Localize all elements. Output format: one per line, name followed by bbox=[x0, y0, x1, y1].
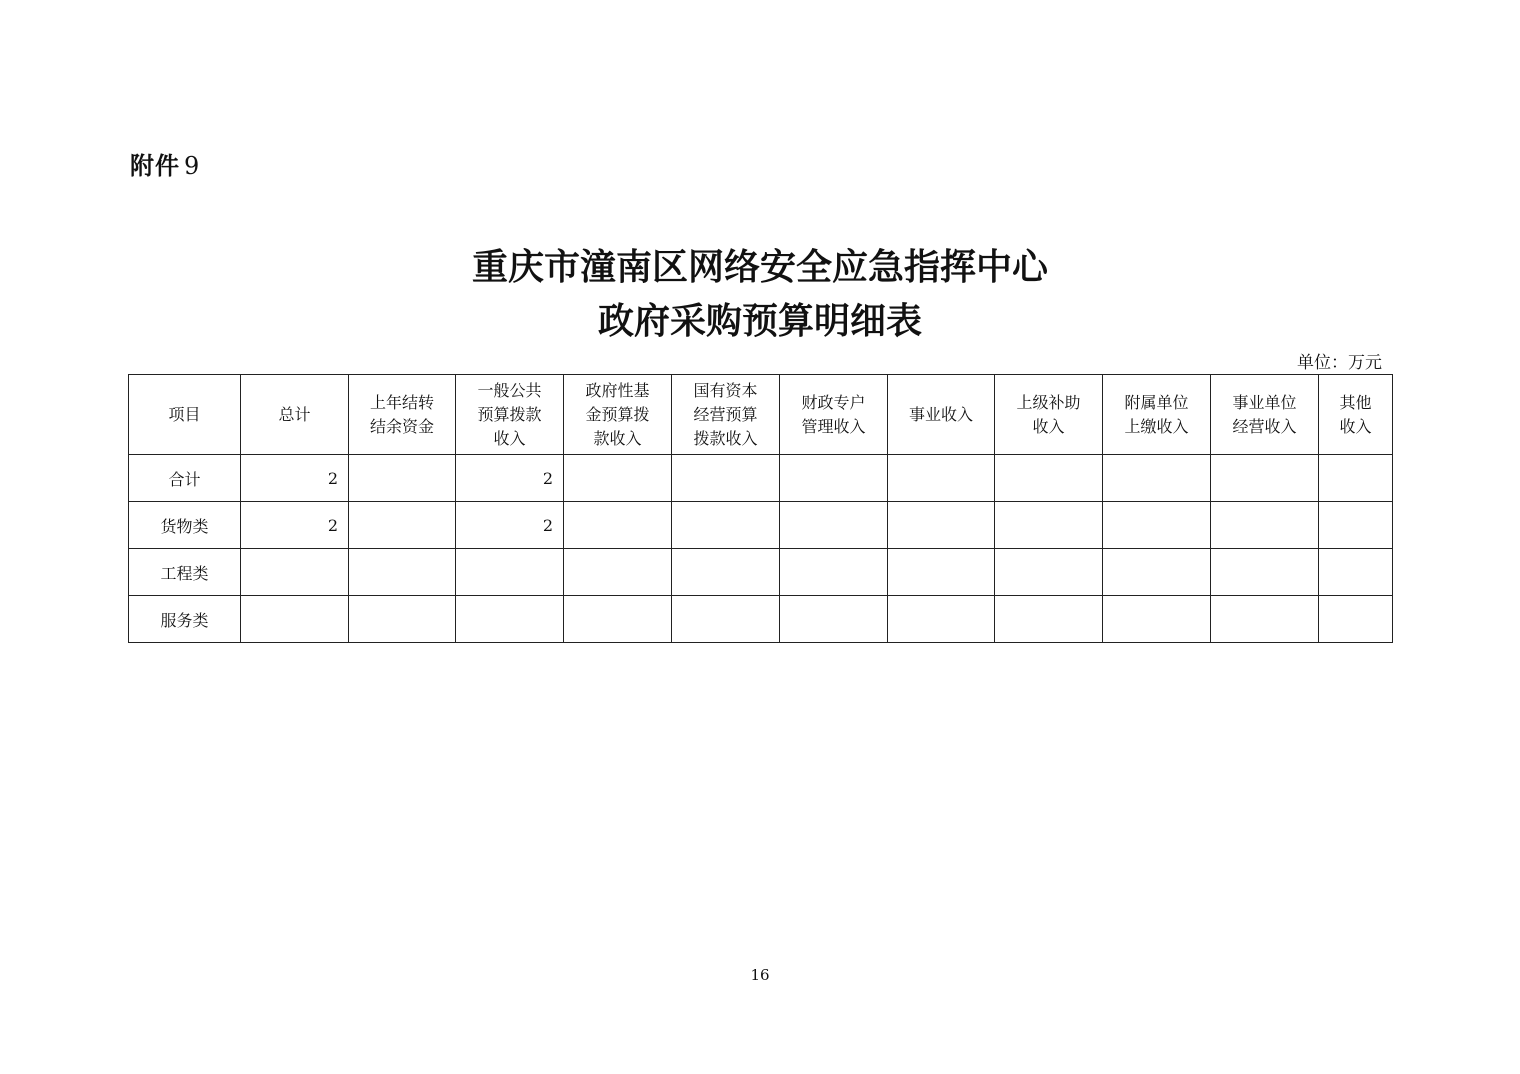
attachment-number: 9 bbox=[184, 152, 201, 180]
cell-general-public: 2 bbox=[456, 502, 564, 549]
header-government-fund-budget: 政府性基 金预算拨 款收入 bbox=[564, 375, 672, 455]
cell-general-public bbox=[456, 596, 564, 643]
cell-state-capital bbox=[672, 549, 780, 596]
cell-superior-subsidy bbox=[995, 502, 1103, 549]
cell-public-institution bbox=[1211, 455, 1319, 502]
header-state-capital-budget: 国有资本 经营预算 拨款收入 bbox=[672, 375, 780, 455]
cell-affiliated-unit bbox=[1103, 549, 1211, 596]
cell-other bbox=[1319, 549, 1393, 596]
cell-public-institution bbox=[1211, 596, 1319, 643]
cell-carryover bbox=[349, 455, 456, 502]
cell-business-income bbox=[888, 549, 995, 596]
cell-state-capital bbox=[672, 502, 780, 549]
cell-superior-subsidy bbox=[995, 549, 1103, 596]
cell-public-institution bbox=[1211, 549, 1319, 596]
cell-state-capital bbox=[672, 596, 780, 643]
cell-fiscal-special bbox=[780, 596, 888, 643]
cell-carryover bbox=[349, 549, 456, 596]
cell-government-fund bbox=[564, 596, 672, 643]
header-total: 总计 bbox=[241, 375, 349, 455]
row-label: 合计 bbox=[129, 455, 241, 502]
cell-fiscal-special bbox=[780, 502, 888, 549]
header-carryover-funds: 上年结转 结余资金 bbox=[349, 375, 456, 455]
header-general-public-budget: 一般公共 预算拨款 收入 bbox=[456, 375, 564, 455]
cell-general-public: 2 bbox=[456, 455, 564, 502]
cell-total: 2 bbox=[241, 455, 349, 502]
cell-business-income bbox=[888, 596, 995, 643]
cell-affiliated-unit bbox=[1103, 596, 1211, 643]
cell-other bbox=[1319, 455, 1393, 502]
cell-other bbox=[1319, 502, 1393, 549]
attachment-text: 附件 bbox=[130, 152, 180, 180]
document-title-line-2: 政府采购预算明细表 bbox=[597, 300, 922, 342]
cell-affiliated-unit bbox=[1103, 502, 1211, 549]
row-label: 工程类 bbox=[129, 549, 241, 596]
document-title-line-1: 重庆市潼南区网络安全应急指挥中心 bbox=[471, 246, 1048, 288]
cell-superior-subsidy bbox=[995, 596, 1103, 643]
header-fiscal-special-account: 财政专户 管理收入 bbox=[780, 375, 888, 455]
header-affiliated-unit-income: 附属单位 上缴收入 bbox=[1103, 375, 1211, 455]
cell-total bbox=[241, 549, 349, 596]
cell-state-capital bbox=[672, 455, 780, 502]
row-label: 货物类 bbox=[129, 502, 241, 549]
procurement-budget-table bbox=[128, 374, 1393, 643]
attachment-label bbox=[130, 146, 200, 181]
cell-carryover bbox=[349, 502, 456, 549]
cell-business-income bbox=[888, 455, 995, 502]
cell-public-institution bbox=[1211, 502, 1319, 549]
header-business-income: 事业收入 bbox=[888, 375, 995, 455]
header-superior-subsidy: 上级补助 收入 bbox=[995, 375, 1103, 455]
cell-carryover bbox=[349, 596, 456, 643]
cell-other bbox=[1319, 596, 1393, 643]
cell-business-income bbox=[888, 502, 995, 549]
cell-government-fund bbox=[564, 502, 672, 549]
table-row-engineering bbox=[129, 549, 1393, 596]
page-number: 16 bbox=[750, 966, 770, 984]
cell-fiscal-special bbox=[780, 549, 888, 596]
unit-label: 单位：万元 bbox=[1297, 353, 1382, 373]
cell-government-fund bbox=[564, 455, 672, 502]
cell-affiliated-unit bbox=[1103, 455, 1211, 502]
cell-superior-subsidy bbox=[995, 455, 1103, 502]
table-row-total bbox=[129, 455, 1393, 502]
table-row-services bbox=[129, 596, 1393, 643]
table-row-goods bbox=[129, 502, 1393, 549]
header-public-institution-operating: 事业单位 经营收入 bbox=[1211, 375, 1319, 455]
header-item: 项目 bbox=[129, 375, 241, 455]
row-label: 服务类 bbox=[129, 596, 241, 643]
table-header-row bbox=[129, 375, 1393, 455]
cell-fiscal-special bbox=[780, 455, 888, 502]
cell-total bbox=[241, 596, 349, 643]
cell-general-public bbox=[456, 549, 564, 596]
cell-total: 2 bbox=[241, 502, 349, 549]
header-other-income: 其他 收入 bbox=[1319, 375, 1393, 455]
cell-government-fund bbox=[564, 549, 672, 596]
